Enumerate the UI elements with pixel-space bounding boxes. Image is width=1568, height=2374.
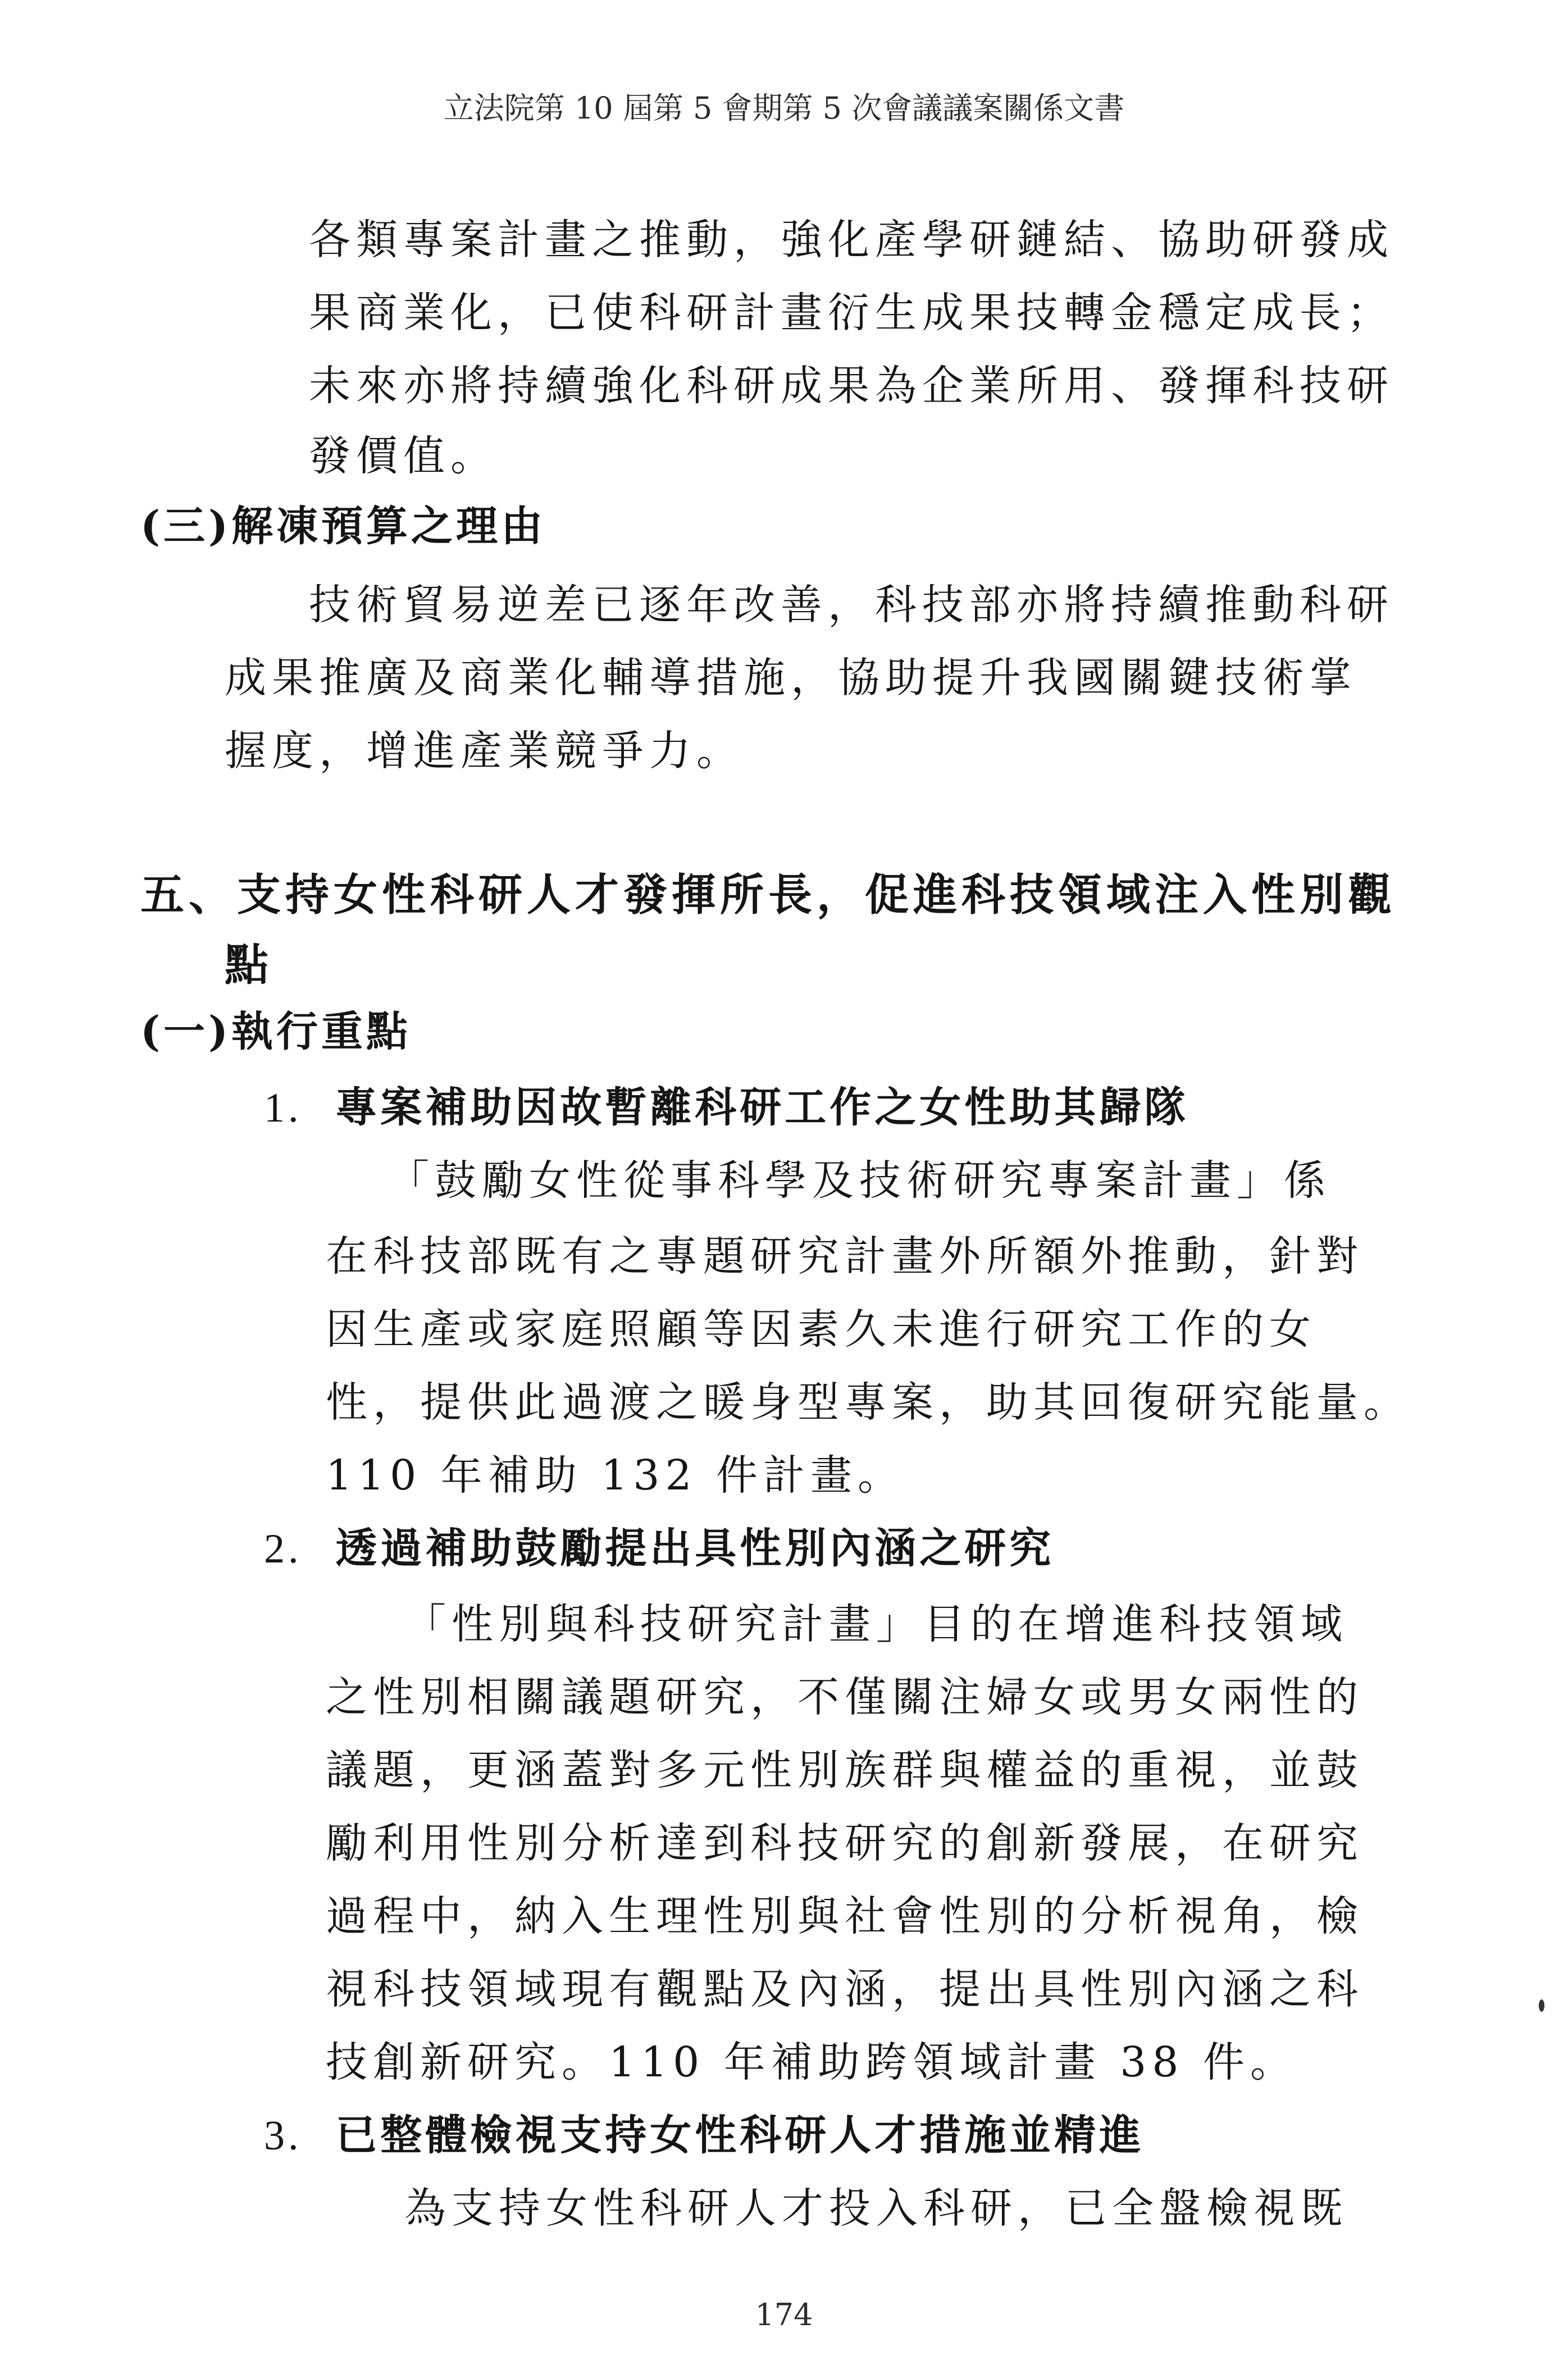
item-title: 專案補助因故暫離科研工作之女性助其歸隊 [335, 1083, 1189, 1132]
paragraph-line: 勵利用性別分析達到科技研究的創新發展，在研究 [326, 1819, 1364, 1867]
section-heading: (三)解凍預算之理由 [140, 502, 546, 550]
item-title: 透過補助鼓勵提出具性別內涵之研究 [335, 1524, 1055, 1573]
item-number: 3. [264, 2113, 302, 2159]
paragraph-line: 因生產或家庭照顧等因素久未進行研究工作的女 [326, 1305, 1316, 1354]
item-number: 1. [264, 1085, 302, 1131]
paragraph-line: 110 年補助 132 件計畫。 [326, 1451, 905, 1500]
paragraph-line: 握度，增進產業競爭力。 [225, 727, 744, 775]
paragraph-line: 技創新研究。110 年補助跨領域計畫 38 件。 [326, 2038, 1297, 2086]
paragraph-line: 在科技部既有之專題研究計畫外所額外推動，針對 [326, 1232, 1364, 1281]
section-heading: (一)執行重點 [140, 1008, 412, 1056]
paragraph-line: 果商業化，已使科研計畫衍生成果技轉金穩定成長； [309, 289, 1394, 337]
item-heading [264, 1083, 1189, 1132]
paragraph-line: 「性別與科技研究計畫」目的在增進科技領域 [404, 1600, 1348, 1648]
chapter-heading-continuation: 點 [225, 940, 274, 991]
paragraph-line: 為支持女性科研人才投入科研，已全盤檢視既 [404, 2184, 1348, 2232]
page-number: 174 [755, 2297, 813, 2332]
paragraph-line: 議題，更涵蓋對多元性別族群與權益的重視，並鼓 [326, 1746, 1364, 1794]
paragraph-line: 各類專案計畫之推動，強化產學研鏈結、協助研發成 [309, 216, 1394, 264]
paragraph-line: 未來亦將持續強化科研成果為企業所用、發揮科技研 [309, 362, 1394, 410]
paragraph-line: 技術貿易逆差已逐年改善，科技部亦將持續推動科研 [309, 581, 1394, 629]
item-title: 已整體檢視支持女性科研人才措施並精進 [335, 2111, 1145, 2159]
item-heading [264, 2111, 1145, 2159]
paragraph-line: 發價值。 [309, 432, 498, 480]
document-header: 立法院第 10 屆第 5 會期第 5 次會議議案關係文書 [443, 90, 1125, 126]
paragraph-line: 成果推廣及商業化輔導措施，協助提升我國關鍵技術掌 [225, 654, 1357, 702]
item-number: 2. [264, 1526, 302, 1572]
paragraph-line: 之性別相關議題研究，不僅關注婦女或男女兩性的 [326, 1673, 1364, 1721]
item-heading [264, 1524, 1055, 1573]
chapter-heading: 五、支持女性科研人才發揮所長，促進科技領域注入性別觀 [140, 869, 1397, 921]
paragraph-line: 過程中，納入生理性別與社會性別的分析視角，檢 [326, 1892, 1364, 1940]
paragraph-line: 視科技領域現有觀點及內涵，提出具性別內涵之科 [326, 1965, 1364, 2013]
paragraph-line: 「鼓勵女性從事科學及技術研究專案計畫」係 [388, 1156, 1331, 1205]
paragraph-line: 性，提供此過渡之暖身型專案，助其回復研究能量。 [326, 1378, 1411, 1427]
scan-speck [1539, 1999, 1544, 2012]
